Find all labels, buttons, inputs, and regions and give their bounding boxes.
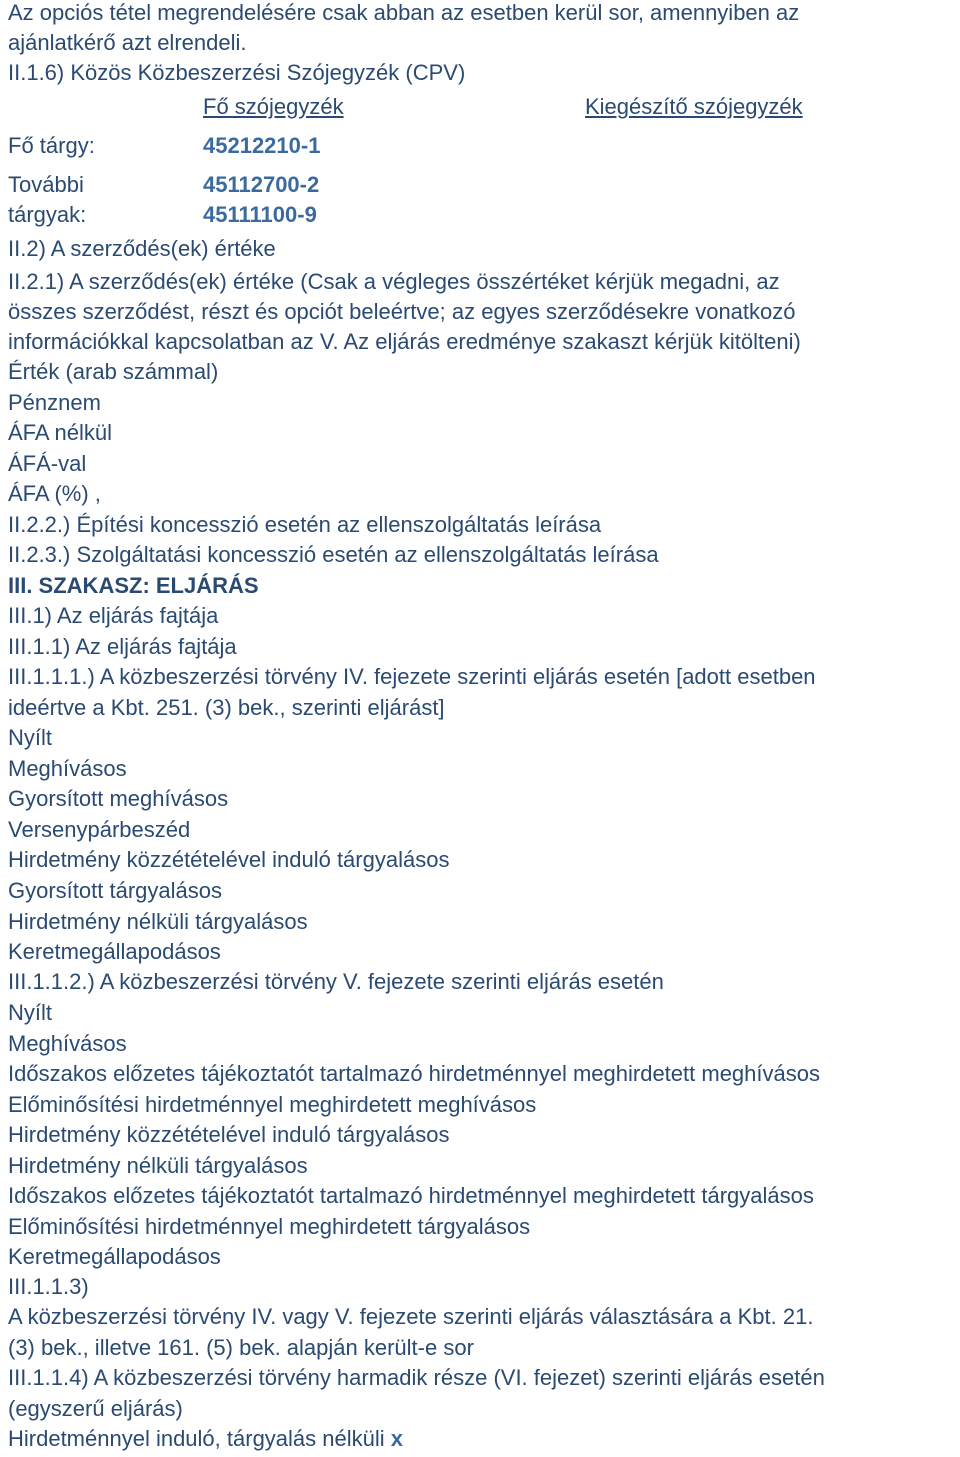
chapter-4-option-8: Keretmegállapodásos <box>8 939 221 965</box>
q4-option-label: Hirdetménnyel induló, tárgyalás nélküli <box>8 1426 385 1451</box>
chapter-5-option-6: Hirdetmény nélküli tárgyalásos <box>8 1152 308 1178</box>
section-3-title: III. SZAKASZ: ELJÁRÁS <box>8 573 259 598</box>
supplementary-vocabulary-heading: Kiegészítő szójegyzék <box>585 94 803 119</box>
chapter-5-heading: III.1.1.2.) A közbeszerzési törvény V. fejezete szerinti eljárás esetén <box>8 969 664 994</box>
chapter-5-option-1: Nyílt <box>8 1000 52 1025</box>
chapter-4-option-3: Gyorsított meghívásos <box>8 786 229 812</box>
additional-subject-code-1: 45112700-2 <box>203 172 320 197</box>
q4-selected-mark: x <box>390 1426 404 1451</box>
service-concession-line: II.2.3.) Szolgáltatási koncesszió esetén az ellenszolgáltatás leírása <box>8 542 659 567</box>
contract-value-sub-line-2: összes szerződést, részt és opciót beleértve; az egyes szerződésekre vonatkozó <box>8 299 796 324</box>
chapter-5-option-4: Előminősítési hirdetménnyel meghirdetett meghívásos <box>8 1091 537 1117</box>
q4-line-2: (egyszerű eljárás) <box>8 1396 183 1421</box>
works-concession-line: II.2.2.) Építési koncesszió esetén az ellenszolgáltatás leírása <box>8 512 602 537</box>
currency-label: Pénznem <box>8 390 101 415</box>
intro-line-1: Az opciós tétel megrendelésére csak abban az esetben kerül sor, amennyiben az <box>8 0 800 25</box>
main-subject-label: Fő tárgy: <box>8 133 95 158</box>
q4-line-1: III.1.1.4) A közbeszerzési törvény harmadik része (VI. fejezet) szerinti eljárás esetén <box>8 1365 825 1390</box>
chapter-4-option-5: Hirdetmény közzétételével induló tárgyalásos <box>8 847 450 873</box>
cpv-heading: II.1.6) Közös Közbeszerzési Szójegyzék (CPV) <box>8 60 466 85</box>
net-label: ÁFA nélkül <box>8 420 112 445</box>
chapter-5-option-9: Keretmegállapodásos <box>8 1244 221 1269</box>
q3-heading: III.1.1.3) <box>8 1274 89 1299</box>
chapter-4-option-4: Versenypárbeszéd <box>8 816 191 842</box>
additional-subjects-label-1: További <box>8 172 84 197</box>
chapter-5-option-8: Előminősítési hirdetménnyel meghirdetett tárgyalásos <box>8 1213 531 1239</box>
contract-value-sub-line-3: információkkal kapcsolatban az V. Az eljárás eredménye szakaszt kérjük kitölteni) <box>8 329 801 354</box>
q4-option <box>8 1424 403 1454</box>
q3-line-2: (3) bek., illetve 161. (5) bek. alapján került-e sor <box>8 1335 474 1360</box>
chapter-4-heading-line-1: III.1.1.1.) A közbeszerzési törvény IV. fejezete szerinti eljárás esetén [adott esetben <box>8 664 816 689</box>
gross-label: ÁFÁ-val <box>8 451 87 476</box>
main-vocabulary-heading: Fő szójegyzék <box>203 94 344 119</box>
chapter-4-option-7: Hirdetmény nélküli tárgyalásos <box>8 908 308 934</box>
chapter-5-option-3: Időszakos előzetes tájékoztatót tartalmazó hirdetménnyel meghirdetett meghívásos <box>8 1061 820 1086</box>
chapter-5-option-7: Időszakos előzetes tájékoztatót tartalmazó hirdetménnyel meghirdetett tárgyalásos <box>8 1183 814 1208</box>
procedure-type-heading: III.1) Az eljárás fajtája <box>8 603 219 628</box>
q3-line-1: A közbeszerzési törvény IV. vagy V. fejezete szerinti eljárás választására a Kbt. 21. <box>8 1304 814 1329</box>
intro-line-2: ajánlatkérő azt elrendeli. <box>8 30 247 55</box>
chapter-4-option-1: Nyílt <box>8 725 52 750</box>
chapter-4-heading-line-2-text: ideértve a Kbt. 251. (3) bek., szerinti eljárást] <box>8 695 445 720</box>
chapter-4-option-6: Gyorsított tárgyalásos <box>8 878 222 903</box>
contract-value-sub-line-1: II.2.1) A szerződés(ek) értéke (Csak a végleges összértéket kérjük megadni, az <box>8 269 780 294</box>
chapter-5-option-2: Meghívásos <box>8 1030 127 1056</box>
contract-value-heading: II.2) A szerződés(ek) értéke <box>8 236 276 261</box>
chapter-4-heading-line-2 <box>8 693 445 723</box>
procedure-type-subheading: III.1.1) Az eljárás fajtája <box>8 634 237 659</box>
main-subject-code: 45212210-1 <box>203 133 321 158</box>
chapter-5-option-5: Hirdetmény közzétételével induló tárgyalásos <box>8 1122 450 1147</box>
chapter-4-option-2: Meghívásos <box>8 755 127 781</box>
additional-subjects-label-2: tárgyak: <box>8 202 87 227</box>
additional-subject-code-2: 45111100-9 <box>203 202 317 227</box>
value-label: Érték (arab számmal) <box>8 359 219 384</box>
vat-label: ÁFA (%) , <box>8 481 101 506</box>
